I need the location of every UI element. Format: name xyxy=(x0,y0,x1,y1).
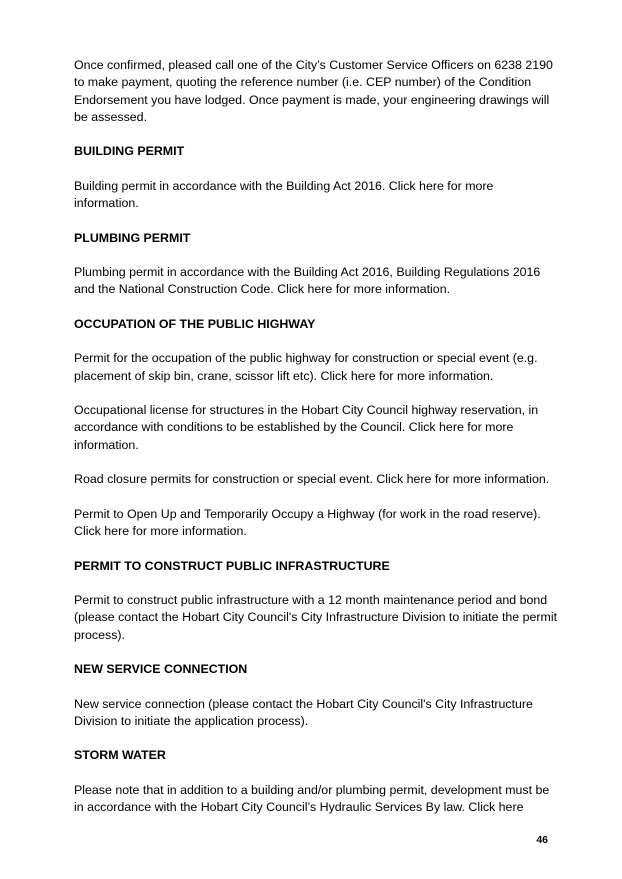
page-content xyxy=(74,57,560,834)
public-infrastructure-paragraph: Permit to construct public infrastructure with a 12 month maintenance period and bond (please contact the Hobart City Council's City Infrastructure Division to initiate the permit process). xyxy=(74,593,558,642)
payment-paragraph: Once confirmed, pleased call one of the City’s Customer Service Officers on 6238 2190 to make payment, quoting the reference number (i.e. CEP number) of the Condition Endorsement you have lodged. Once payment is made, your engineering drawings will be assessed. xyxy=(74,58,553,124)
occupation-heading: OCCUPATION OF THE PUBLIC HIGHWAY xyxy=(74,316,316,331)
public-infrastructure-heading: PERMIT TO CONSTRUCT PUBLIC INFRASTRUCTURE xyxy=(74,558,390,573)
new-service-connection-paragraph: New service connection (please contact the Hobart City Council's City Infrastructure Division to initiate the application process). xyxy=(74,696,533,728)
storm-water-paragraph: Please note that in addition to a building and/or plumbing permit, development must be in accordance with the Hobart City Council’s Hydraulic Services By law. Click here xyxy=(74,782,550,815)
page-number: 46 xyxy=(536,834,548,846)
building-permit-paragraph: Building permit in accordance with the Building Act 2016. Click here for more information. xyxy=(74,178,494,211)
road-closure-paragraph: Road closure permits for construction or special event. Click here for more information. xyxy=(74,472,550,487)
plumbing-permit-paragraph: Plumbing permit in accordance with the Building Act 2016, Building Regulations 2016 and the National Construction Code. Click here for more information. xyxy=(74,265,541,297)
occupation-permit-paragraph: Permit for the occupation of the public highway for construction or special event (e.g. placement of skip bin, crane, scissor lift etc). Click here for more information. xyxy=(74,351,538,383)
occupational-license-paragraph: Occupational license for structures in the Hobart City Council highway reservation, in accordance with conditions to be established by the Council. Click here for more information. xyxy=(74,403,539,452)
building-permit-heading: BUILDING PERMIT xyxy=(74,144,185,159)
new-service-connection-heading: NEW SERVICE CONNECTION xyxy=(74,662,248,677)
open-up-highway-paragraph: Permit to Open Up and Temporarily Occupy a Highway (for work in the road reserve). Click here for more information. xyxy=(74,506,541,539)
plumbing-permit-heading: PLUMBING PERMIT xyxy=(74,230,191,245)
storm-water-heading: STORM WATER xyxy=(74,748,166,763)
